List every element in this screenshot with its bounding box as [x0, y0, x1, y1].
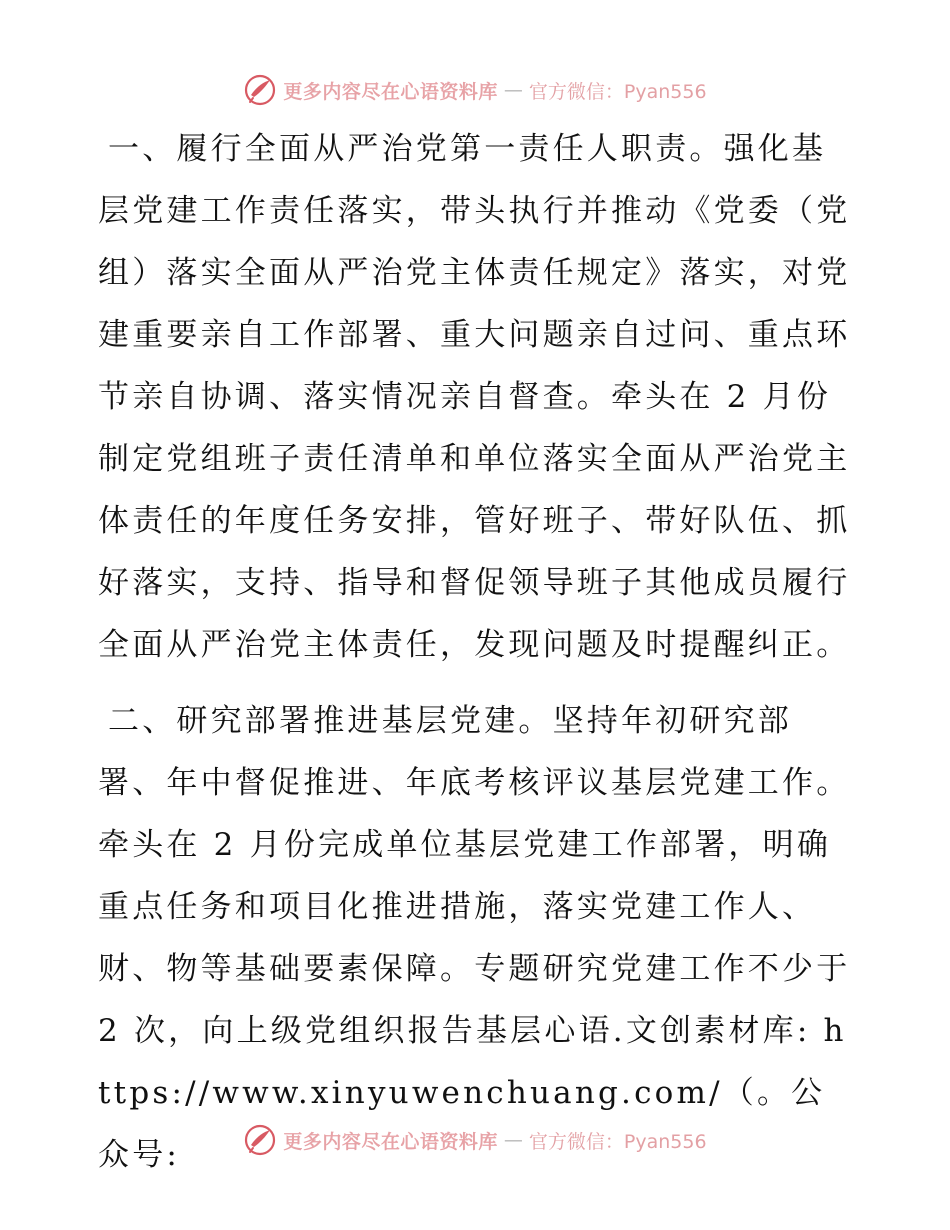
- paragraph-2: 二、研究部署推进基层党建。坚持年初研究部署、年中督促推进、年底考核评议基层党建工作。牵头在 2 月份完成单位基层党建工作部署，明确重点任务和项目化推进措施，落实党建工作人、财、物等基础要素保障。专题研究党建工作不少于 2 次，向上级党组织报告基层心语.文创素材库: https://www.xinyuwenchuang.com/（。公众号:: [98, 703, 851, 1173]
- footer-watermark: [0, 1120, 950, 1160]
- watermark-separator: —: [503, 79, 523, 101]
- watermark-brand-text: 更多内容尽在心语资料库: [283, 1130, 498, 1153]
- watermark-wechat-text: 官方微信：Pyan556: [528, 1130, 707, 1153]
- watermark-brand-text: 更多内容尽在心语资料库: [283, 80, 498, 103]
- watermark-separator: —: [503, 1129, 523, 1151]
- quill-logo-icon: [243, 73, 277, 107]
- header-watermark: [0, 70, 950, 110]
- watermark-wechat-text: 官方微信：Pyan556: [528, 80, 707, 103]
- paragraph-1: 一、履行全面从严治党第一责任人职责。强化基层党建工作责任落实，带头执行并推动《党委（党组）落实全面从严治党主体责任规定》落实，对党建重要亲自工作部署、重大问题亲自过问、重点环节亲自协调、落实情况亲自督查。牵头在 2 月份制定党组班子责任清单和单位落实全面从严治党主体责任的年度任务安排，管好班子、带好队伍、抓好落实，支持、指导和督促领导班子其他成员履行全面从严治党主体责任，发现问题及时提醒纠正。: [98, 131, 851, 663]
- quill-logo-icon: [243, 1123, 277, 1157]
- document-body: [98, 118, 858, 1186]
